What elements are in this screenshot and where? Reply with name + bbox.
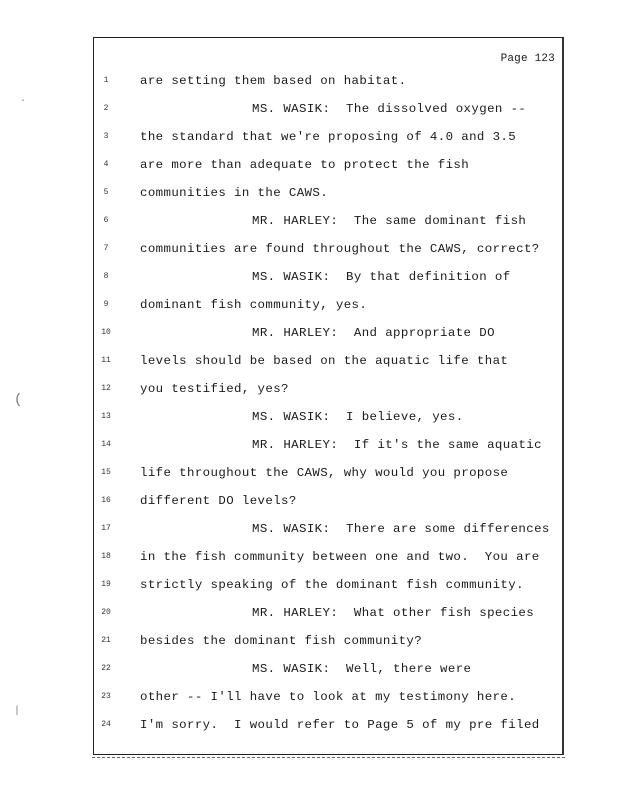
line-number: 5	[103, 188, 109, 197]
speaker-line-text: MR. HARLEY: What other fish species	[252, 606, 535, 620]
transcript-line	[94, 578, 562, 598]
line-number: 17	[101, 524, 111, 533]
line-text: dominant fish community, yes.	[140, 298, 368, 312]
transcript-page	[93, 37, 564, 755]
line-text: are setting them based on habitat.	[140, 74, 407, 88]
transcript-line	[94, 606, 562, 626]
line-number: 15	[101, 468, 111, 477]
speaker-line-text: MR. HARLEY: And appropriate DO	[252, 326, 495, 340]
line-text: in the fish community between one and two. You are	[140, 550, 540, 564]
line-number: 24	[101, 720, 111, 729]
line-text: besides the dominant fish community?	[140, 634, 423, 648]
transcript-line	[94, 298, 562, 318]
speaker-line-text: MS. WASIK: Well, there were	[252, 662, 472, 676]
line-text: communities in the CAWS.	[140, 186, 329, 200]
line-number: 19	[101, 580, 111, 589]
speaker-line-text: MS. WASIK: There are some differences	[252, 522, 550, 536]
line-number: 8	[103, 272, 109, 281]
line-number: 3	[103, 132, 109, 141]
line-number: 23	[101, 692, 111, 701]
speaker-line-text: MR. HARLEY: The same dominant fish	[252, 214, 527, 228]
line-number: 4	[103, 160, 109, 169]
transcript-line	[94, 354, 562, 374]
scan-mark-mid: (	[14, 392, 23, 408]
line-number: 18	[101, 552, 111, 561]
transcript-line	[94, 718, 562, 738]
transcript-line	[94, 634, 562, 654]
transcript-line	[94, 550, 562, 570]
transcript-line	[94, 242, 562, 262]
line-text: are more than adequate to protect the fish	[140, 158, 470, 172]
line-number: 13	[101, 412, 111, 421]
scan-mark-bottom: |	[14, 706, 21, 717]
transcript-line	[94, 74, 562, 94]
transcript-line	[94, 410, 562, 430]
transcript-line	[94, 466, 562, 486]
line-text: I'm sorry. I would refer to Page 5 of my pre filed	[140, 718, 540, 732]
line-text: the standard that we're proposing of 4.0 and 3.5	[140, 130, 517, 144]
transcript-line	[94, 522, 562, 542]
transcript-line	[94, 326, 562, 346]
speaker-line-text: MS. WASIK: By that definition of	[252, 270, 511, 284]
line-number: 7	[103, 244, 109, 253]
transcript-line	[94, 662, 562, 682]
speaker-line-text: MR. HARLEY: If it's the same aquatic	[252, 438, 542, 452]
transcript-line	[94, 158, 562, 178]
line-text: life throughout the CAWS, why would you propose	[140, 466, 509, 480]
transcript-line	[94, 382, 562, 402]
transcript-line	[94, 130, 562, 150]
line-text: other -- I'll have to look at my testimony here.	[140, 690, 517, 704]
transcript-line	[94, 102, 562, 122]
transcript-line	[94, 186, 562, 206]
line-text: communities are found throughout the CAWS, correct?	[140, 242, 540, 256]
line-text: you testified, yes?	[140, 382, 289, 396]
line-number: 20	[101, 608, 111, 617]
line-number: 12	[101, 384, 111, 393]
line-number: 9	[103, 300, 109, 309]
transcript-line	[94, 690, 562, 710]
transcript-line	[94, 214, 562, 234]
line-number: 16	[101, 496, 111, 505]
line-number: 10	[101, 328, 111, 337]
line-number: 1	[103, 76, 109, 85]
line-number: 11	[101, 356, 111, 365]
transcript-line	[94, 494, 562, 514]
line-number: 2	[103, 104, 109, 113]
transcript-line	[94, 270, 562, 290]
speaker-line-text: MS. WASIK: The dissolved oxygen --	[252, 102, 527, 116]
page-number: Page 123	[500, 53, 555, 65]
line-number: 21	[101, 636, 111, 645]
line-number: 14	[101, 440, 111, 449]
line-text: strictly speaking of the dominant fish community.	[140, 578, 524, 592]
line-number: 6	[103, 216, 109, 225]
speaker-line-text: MS. WASIK: I believe, yes.	[252, 410, 464, 424]
line-text: different DO levels?	[140, 494, 297, 508]
transcript-line	[94, 438, 562, 458]
line-text: levels should be based on the aquatic life that	[140, 354, 509, 368]
line-number: 22	[101, 664, 111, 673]
scan-mark-top: ·	[20, 96, 27, 107]
